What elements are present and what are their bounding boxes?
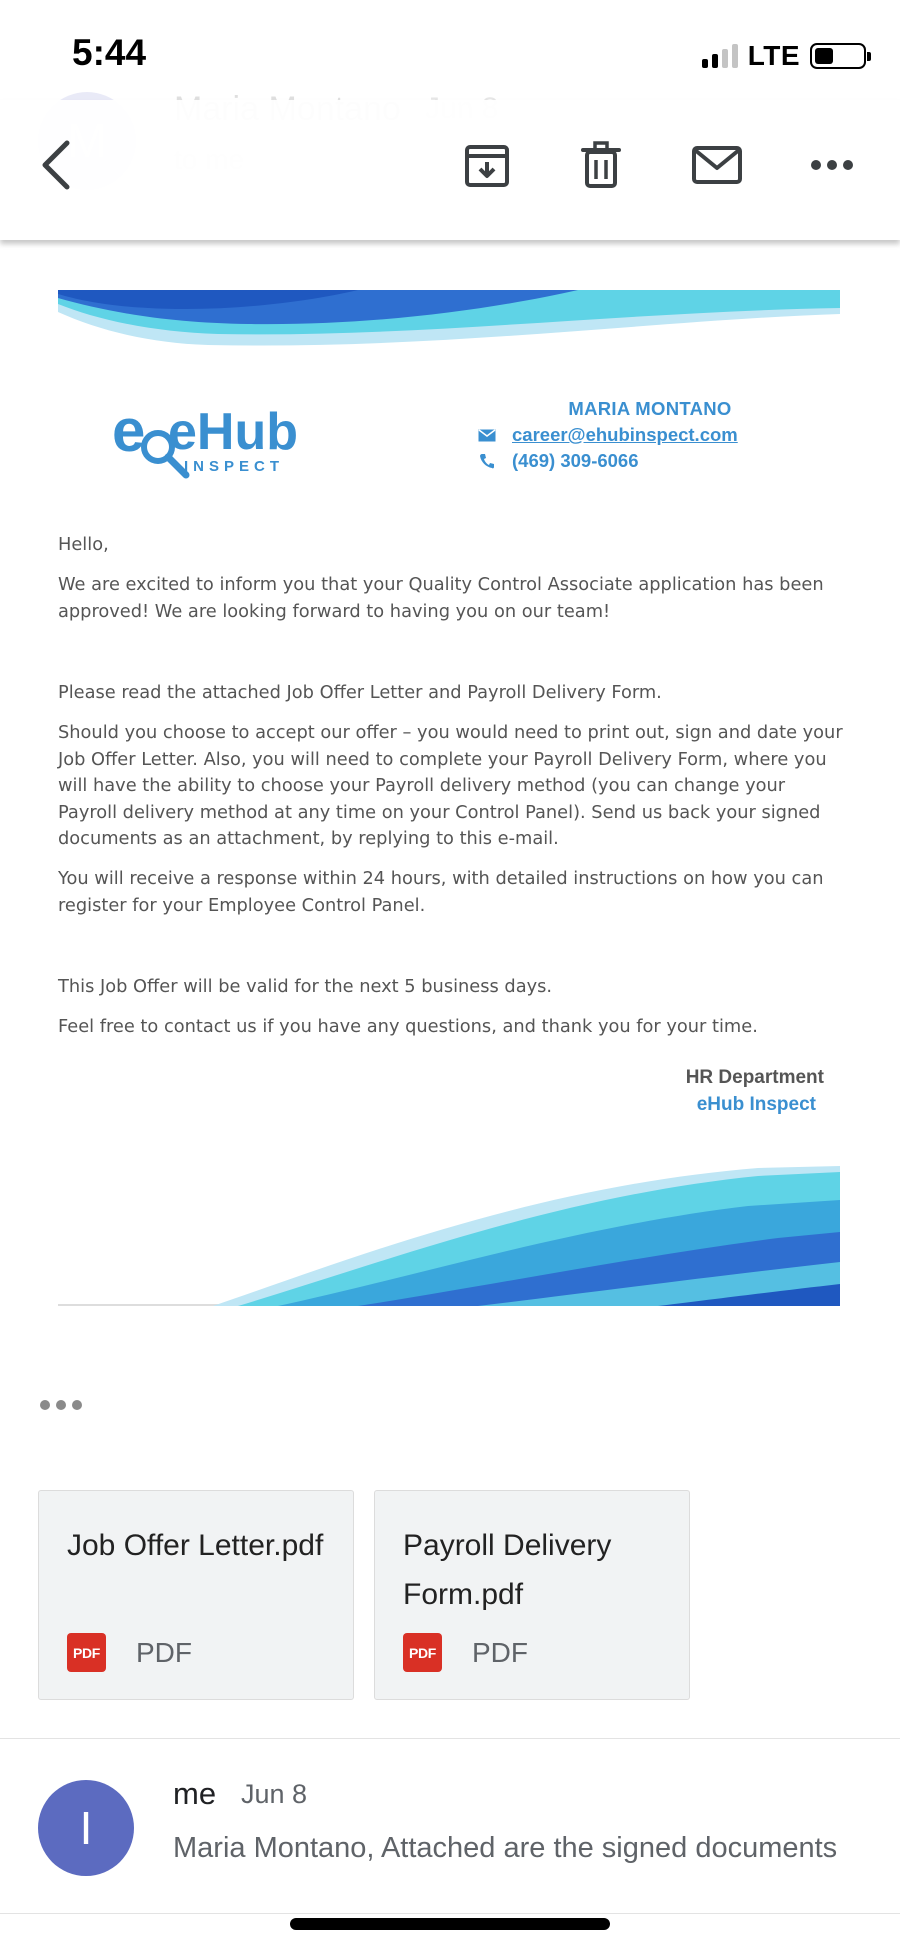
home-indicator[interactable]	[290, 1918, 610, 1930]
network-label: LTE	[747, 40, 800, 71]
divider	[0, 1913, 900, 1914]
contact-email-row	[470, 424, 810, 446]
attachment-name: Payroll Delivery Form.pdf	[403, 1529, 612, 1611]
email-paragraph: You will receive a response within 24 hours, with detailed instructions on how you can register for your Employee Control Panel.	[58, 868, 824, 916]
contact-phone-link[interactable]: (469) 309-6066	[512, 450, 639, 471]
more-icon	[810, 159, 854, 171]
mail-icon	[691, 144, 743, 186]
logo-text: eHub	[168, 403, 298, 461]
avatar[interactable]: I	[38, 1780, 134, 1876]
divider	[0, 1738, 900, 1739]
email-paragraph: We are excited to inform you that your Quality Control Associate application has been approved! We are looking forward to having you on our team!	[58, 574, 824, 622]
back-button[interactable]	[22, 130, 92, 200]
attachment-name: Job Offer Letter.pdf	[67, 1529, 324, 1562]
contact-phone-row	[470, 450, 810, 472]
contact-name: MARIA MONTANO	[568, 398, 732, 419]
back-icon	[37, 137, 77, 193]
envelope-icon	[478, 426, 496, 444]
archive-button[interactable]	[452, 130, 522, 200]
attachment-type-row	[67, 1633, 192, 1672]
pdf-icon: PDF	[67, 1633, 106, 1672]
contact-email-link[interactable]: career@ehubinspect.com	[512, 424, 738, 445]
delete-button[interactable]	[566, 130, 636, 200]
attachment-card[interactable]	[38, 1490, 354, 1700]
battery-icon	[810, 43, 866, 69]
svg-text:e: e	[112, 397, 146, 464]
message-toolbar	[0, 100, 900, 240]
more-options-button[interactable]	[797, 130, 867, 200]
contact-card	[470, 398, 810, 472]
email-paragraph: Feel free to contact us if you have any questions, and thank you for your time.	[58, 1016, 758, 1037]
attachment-type: PDF	[136, 1636, 192, 1668]
status-time: 5:44	[72, 32, 147, 73]
reply-sender-name[interactable]: me	[173, 1776, 217, 1811]
attachment-type: PDF	[472, 1636, 528, 1668]
status-indicators	[702, 40, 866, 72]
phone-icon	[478, 452, 496, 470]
header-wave-banner	[58, 290, 840, 360]
delete-icon	[579, 141, 623, 189]
signature-company: eHub Inspect	[696, 1094, 816, 1115]
footer-wave-banner	[58, 1166, 840, 1306]
reply-date: Jun 8	[241, 1779, 308, 1809]
email-paragraph: Please read the attached Job Offer Letter and Payroll Delivery Form.	[58, 682, 662, 703]
pdf-icon: PDF	[403, 1633, 442, 1672]
logo-subtext: INSPECT	[184, 458, 285, 475]
email-paragraph: Should you choose to accept our offer – you would need to print out, sign and date your Job Offer Letter. Also, you will need to complete your Payroll Delivery Form, where you will have the ability to choose your Payroll delivery method (you can change your Payroll delivery method at any time on your Control Panel). Send us back your signed documents as an attachment, by replying to this e-mail.	[58, 722, 843, 849]
email-paragraph: This Job Offer will be valid for the next 5 business days.	[58, 976, 553, 997]
mark-unread-button[interactable]	[682, 130, 752, 200]
email-greeting: Hello,	[58, 534, 109, 555]
signature-department: HR Department	[685, 1067, 824, 1088]
reply-snippet[interactable]: Maria Montano, Attached are the signed documents	[173, 1832, 838, 1864]
signal-icon	[702, 44, 738, 68]
email-signature	[686, 1064, 824, 1118]
archive-icon	[463, 141, 511, 189]
ehub-logo	[110, 395, 310, 485]
attachment-type-row	[403, 1633, 528, 1672]
battery-level	[815, 48, 833, 64]
show-trimmed-content-button[interactable]	[40, 1400, 82, 1410]
attachment-card[interactable]	[374, 1490, 690, 1700]
